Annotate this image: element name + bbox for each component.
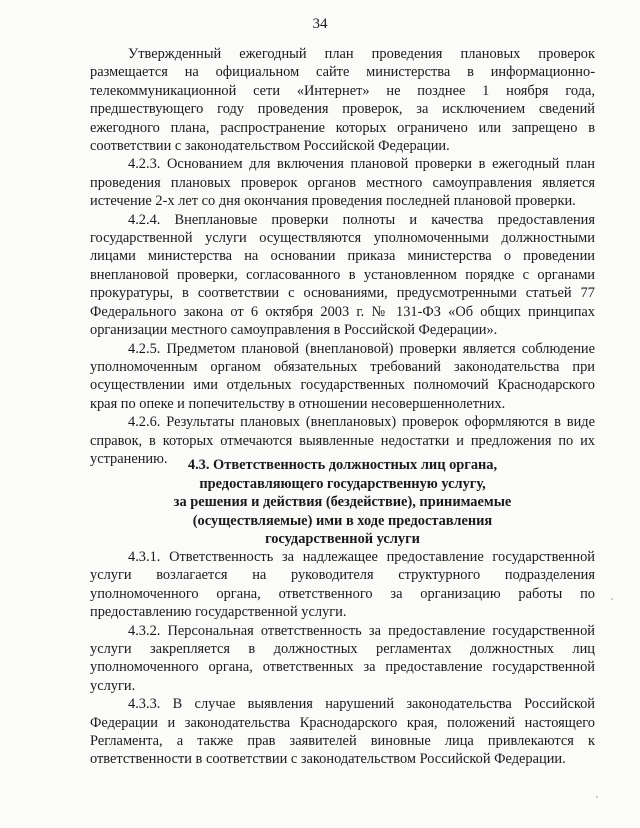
text-block-top [90, 45, 595, 468]
paragraph-4-2-5: 4.2.5. Предметом плановой (внеплановой) проверки является соблюдение уполномоченным органом обязательных требований законодательства при осуществлении ими отдельных государственных полномочий Краснодарского края по опеке и попечительству в отношении несовершеннолетних. [90, 340, 595, 412]
heading-line: государственной услуги [265, 531, 420, 548]
paragraph-4-3-3: 4.3.3. В случае выявления нарушений законодательства Российской Федерации и законодательства Краснодарского края, положений настоящего Регламента, а также прав заявителей виновные лица привлекаются к ответственности в соответствии с законодательством Российской Федерации. [90, 696, 595, 768]
paragraph-plan-publication: Утвержденный ежегодный план проведения плановых проверок размещается на официальном сайте министерства в информационно-телекоммуникационной сети «Интернет» не позднее 1 ноября года, предшествующего году проведения проверок, за исключением сведений ежегодного плана, распространение которых ограничено или запрещено в соответствии с законодательством Российской Федерации. [90, 46, 595, 155]
paragraph-4-2-3: 4.2.3. Основанием для включения плановой проверки в ежегодный план проведения плановых проверок органов местного самоуправления является истечение 2-х лет со дня окончания проведения последней плановой проверки. [90, 156, 595, 210]
heading-line: (осуществляемые) ими в ходе предоставления [192, 512, 493, 529]
heading-line: предоставляющего государственную услугу, [199, 475, 486, 492]
heading-line: 4.3. Ответственность должностных лиц органа, [187, 457, 498, 473]
paragraph-4-3-2: 4.3.2. Персональная ответственность за предоставление государственной услуги закрепляется в должностных регламентах должностных лиц уполномоченного органа, ответственных за предоставление государственной услуги. [90, 622, 595, 694]
text-block-bottom [90, 548, 595, 769]
section-heading-4-3 [90, 456, 595, 549]
scan-speck [596, 796, 598, 798]
paragraph-4-2-6: 4.2.6. Результаты плановых (внеплановых) проверок оформляются в виде справок, в которых отмечаются выявленные недостатки и предложения по их устранению. [90, 414, 595, 467]
heading-line: за решения и действия (бездействие), принимаемые [173, 494, 512, 511]
page-number: 34 [312, 16, 328, 32]
scan-speck [611, 598, 613, 600]
paragraph-4-3-1: 4.3.1. Ответственность за надлежащее предоставление государственной услуги возлагается на руководителя структурного подразделения уполномоченного органа, ответственного за организацию работы по предоставлению государственной услуги. [90, 549, 595, 621]
paragraph-4-2-4: 4.2.4. Внеплановые проверки полноты и качества предоставления государственной услуги осуществляются уполномоченными должностными лицами министерства на основании приказа министерства о проведении внеплановой проверки, согласованного в установленном порядке с органами прокуратуры, в соответствии с основаниями, предусмотренными статьей 77 Федерального закона от 6 октября 2003 г. № 131-ФЗ «Об общих принципах организации местного самоуправления в Российской Федерации». [90, 211, 595, 339]
